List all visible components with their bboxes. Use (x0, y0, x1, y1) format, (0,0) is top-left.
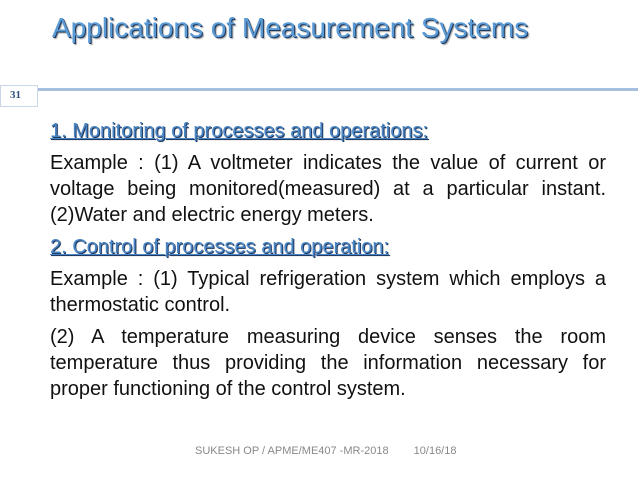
title-divider (38, 88, 638, 91)
section-heading-monitoring: 1. Monitoring of processes and operations: (50, 120, 428, 142)
paragraph-monitoring-example: Example : (1) A voltmeter indicates the value of current or voltage being monitored(measured) at a particular instant. (2)Water and electric energy meters. (50, 152, 606, 226)
slide-title: Applications of Measurement Systems (52, 12, 529, 43)
footer-date: 10/16/18 (413, 445, 457, 457)
footer-author: SUKESH OP / APME/ME407 -MR-2018 (195, 445, 389, 457)
page-number: 31 (10, 89, 21, 101)
section-heading-control: 2. Control of processes and operation: (50, 236, 390, 258)
paragraph-control-example-1: Example : (1) Typical refrigeration system which employs a thermostatic control. (50, 268, 606, 316)
slide-body (50, 118, 606, 408)
slide-footer (195, 445, 478, 457)
paragraph-control-example-2: (2) A temperature measuring device senses the room temperature thus providing the information necessary for proper functioning of the control system. (50, 326, 606, 400)
